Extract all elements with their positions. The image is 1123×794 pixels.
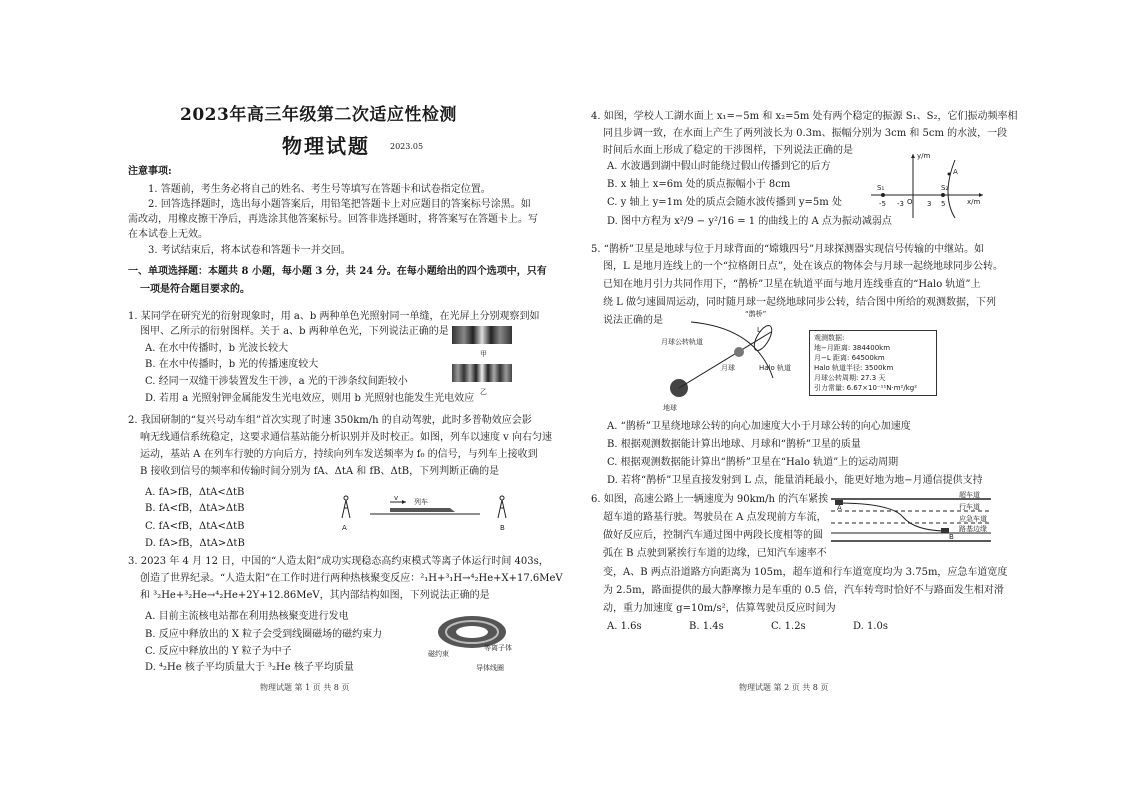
pattern-jia [452, 326, 512, 344]
arrow-head-icon [402, 500, 406, 504]
wave-figure [871, 150, 991, 220]
q4-option-b: B. x 轴上 x=6m 处的质点振幅小于 8cm [607, 179, 791, 190]
q2-stem: 运动，基站 A 在列车行驶的方向后方，持续向列车发送频率为 f₀ 的信号，与列车上接收到 [140, 449, 538, 460]
left-page [0, 0, 561, 794]
label-point-a: A [837, 504, 842, 512]
q3-option-a: A. 目前主流核电站都在利用热核聚变进行发电 [145, 611, 349, 622]
label-a: A [953, 168, 958, 176]
car-at-b-icon [941, 528, 949, 533]
q5-stem: 图，L 是地月连线上的一个“拉格朗日点”，处在该点的物体会与月球一起绕地球同步公转。 [603, 261, 1004, 272]
exam-date: 2023.05 [390, 142, 424, 151]
q2-stem: 2. 我国研制的“复兴号动车组”首次实现了时速 350km/h 的自动驾驶，此时多普勒效应会影 [128, 415, 532, 426]
tokamak-figure [428, 610, 522, 680]
x-arrow-icon [979, 193, 983, 197]
label-origin: O [907, 198, 913, 206]
q3-option-d: D. ⁴₂He 核子平均质量大于 ³₂He 核子平均质量 [145, 662, 354, 673]
q3-option-c: C. 反应中释放出的 Y 粒子为中子 [145, 646, 292, 657]
q4-option-d: D. 图中方程为 x²/9 − y²/16 = 1 的曲线上的 A 点为振动减弱点 [607, 216, 892, 227]
observation-data-box [809, 330, 937, 396]
label-jia: 甲 [480, 350, 487, 358]
point-a [948, 173, 951, 176]
q1-option-c: C. 经同一双缝干涉装置发生干涉，a 光的干涉条纹间距较小 [145, 376, 408, 387]
q4-stem: 4. 如图，学校人工湖水面上 x₁=−5m 和 x₂=5m 处有两个稳定的振源 S₁、S₂，它们振动频率相 [591, 111, 1018, 122]
halo-orbit [751, 323, 775, 353]
y-arrow-icon [911, 154, 915, 158]
label-magnetic: 磁约束 [428, 650, 449, 658]
label-train: 列车 [414, 498, 428, 506]
car-path [837, 503, 947, 531]
torus-hole [456, 626, 488, 638]
q1-stem: 图甲、乙所示的衍射图样。关于 a、b 两种单色光，下列说法正确的是 [140, 326, 449, 337]
q1-option-b: B. 在水中传播时，b 光的传播速度较大 [145, 359, 319, 370]
q2-stem: B 接收到信号的频率和传输时间分别为 fA、ΔtA 和 fB、ΔtB，下列判断正确的是 [140, 466, 500, 477]
label-moon: 月球 [721, 364, 735, 372]
tick-neg5: -5 [879, 200, 886, 208]
label-emergency-lane: 应急车道 [959, 515, 987, 523]
q2-option-a: A. fA>fB，ΔtA<ΔtB [145, 487, 245, 498]
label-point-b: B [949, 533, 954, 541]
q3-stem: 3. 2023 年 4 月 12 日，中国的“人造太阳”成功实现稳态高约束模式等离子体运行时间 403s， [128, 556, 549, 567]
data-line: 月−L 距离: 64500km [814, 354, 885, 362]
q6-stem: 动，重力加速度 g=10m/s²，估算驾驶员反应时间为 [603, 603, 836, 614]
section-heading-cont: 一项是符合题目要求的。 [140, 284, 250, 295]
q4-option-c: C. y 轴上 y=1m 处的质点会随水波传播到 y=5m 处 [607, 197, 842, 208]
q5-stem: 5. “鹊桥”卫星是地球与位于月球背面的“嫦娥四号”月球探测器实现信号传输的中继站。如 [591, 244, 985, 255]
label-s2: S₂ [941, 184, 949, 192]
q3-option-b: B. 反应中释放出的 X 粒子会受到线圈磁场的磁约束力 [145, 629, 383, 640]
q5-option-d: D. 若将“鹊桥”卫星直接发射到 L 点，能量消耗最小，能更好地为地−月通信提供支持 [607, 475, 983, 486]
label-l: L [757, 326, 761, 334]
data-line: Halo 轨道半径: 3500km [814, 364, 894, 372]
q6-option-a: A. 1.6s [607, 621, 642, 632]
q2-stem: 响无线通信系统稳定，这要求通信基站能分析识别并及时校正。如图，列车以速度 v 向右匀速 [140, 432, 553, 443]
diffraction-figure [452, 326, 532, 396]
q2-option-b: B. fA<fB，ΔtA>ΔtB [145, 503, 245, 514]
q6-stem: 超车道的路基行驶。驾驶员在 A 点发现前方车流， [603, 512, 827, 523]
label-driving-lane: 行车道 [959, 503, 980, 511]
notice-line: 在本试卷上无效。 [128, 229, 208, 240]
q3-stem: 和 ³₂He+³₂He→⁴₂He+2Y+12.86MeV，其内部结构如图，下列说法正确的是 [140, 590, 490, 601]
label-yi: 乙 [480, 388, 487, 396]
right-page [561, 0, 1123, 794]
label-overtake-lane: 超车道 [959, 491, 980, 499]
q6-stem: 做好反应后，控制汽车通过图中两段长度相等的圆 [603, 530, 823, 541]
label-b: B [500, 524, 505, 532]
q5-stem: 已知在地月引力共同作用下，“鹊桥”卫星在轨道平面与地月连线垂直的“Halo 轨道”上 [603, 279, 981, 290]
source-s2 [941, 193, 945, 197]
tower-b-icon [498, 500, 506, 518]
orbit-figure [661, 310, 801, 413]
q6-stem: 6. 如图，高速公路上一辆速度为 90km/h 的汽车紧挨 [591, 494, 829, 505]
label-s1: S₁ [877, 184, 885, 192]
q6-stem: 弧在 B 点驶到紧挨行车道的边缘，已知汽车速率不 [603, 548, 827, 559]
data-line: 观测数据: [814, 334, 845, 342]
notice-line: 需改动，用橡皮擦干净后，再选涂其他答案标号。回答非选择题时，将答案写在答题卡上。写 [128, 214, 538, 225]
q5-stem: 绕 L 做匀速圆周运动，同时随月球一起绕地球同步公转，结合图中所给的观测数据，下列 [603, 297, 996, 308]
data-line: 地−月距离: 384400km [814, 344, 891, 352]
road-figure [831, 491, 996, 545]
label-xm: x/m [967, 198, 981, 206]
train-icon [390, 508, 455, 512]
pattern-yi [452, 364, 512, 382]
notice-line: 3. 考试结束后，将本试卷和答题卡一并交回。 [148, 245, 351, 256]
q4-option-a: A. 水波遇到湖中假山时能绕过假山传播到它的后方 [607, 161, 831, 172]
tick-3: 3 [927, 200, 932, 208]
q3-stem: 创造了世界纪录。“人造太阳”在工作时进行两种热核聚变反应：²₁H+³₁H→⁴₂He+X+17.6MeV [140, 573, 563, 584]
antenna-b-icon [500, 496, 504, 500]
label-ym: y/m [917, 152, 931, 160]
label-earth: 地球 [663, 404, 677, 412]
label-v: v [394, 494, 399, 502]
source-s1 [881, 193, 885, 197]
q5-option-a: A. “鹊桥”卫星绕地球公转的向心加速度大小于月球公转的向心加速度 [607, 421, 911, 432]
page-footer: 物理试题 第 2 页 共 8 页 [739, 683, 829, 692]
label-a: A [342, 524, 347, 532]
moon-icon [734, 347, 744, 357]
data-line: 月球公转周期: 27.3 天 [814, 374, 886, 382]
antenna-a-icon [344, 496, 348, 500]
q1-stem: 1. 某同学在研究光的衍射现象时，用 a、b 两种单色光照射同一单缝，在光屏上分别观察到如 [128, 311, 540, 322]
q1-option-d: D. 若用 a 光照射钾金属能发生光电效应，则用 b 光照射也能发生光电效应 [145, 393, 475, 404]
label-plasma: 等离子体 [484, 644, 512, 652]
notice-line: 2. 回答选择题时，选出每小题答案后，用铅笔把答题卡上对应题目的答案标号涂黑。如 [148, 199, 531, 210]
page-footer: 物理试题 第 1 页 共 8 页 [260, 683, 350, 692]
label-halo: Halo 轨道 [759, 364, 792, 372]
label-curb: 路基边缘 [959, 525, 987, 533]
q6-option-c: C. 1.2s [771, 621, 806, 632]
train-figure [330, 490, 520, 535]
notice-heading: 注意事项: [128, 166, 172, 177]
q2-option-c: C. fA<fB，ΔtA<ΔtB [145, 521, 245, 532]
q4-stem: 同且步调一致，在水面上产生了两列波长为 0.3m、振幅分别为 3cm 和 5cm 的水波，一段 [603, 128, 1008, 139]
label-coil: 导体线圈 [476, 664, 504, 672]
label-queqiao: “鹊桥” [745, 310, 767, 318]
tower-a-icon [342, 500, 350, 518]
label-moon-orbit: 月球公转轨道 [661, 338, 703, 346]
tick-neg3: -3 [897, 200, 904, 208]
q6-stem: 变，A、B 两点沿道路方向距离为 105m，超车道和行车道宽度均为 3.75m，应急车道宽度 [603, 567, 1008, 578]
q5-option-b: B. 根据观测数据能计算出地球、月球和“鹊桥”卫星的质量 [607, 439, 861, 450]
exam-subject: 物理试题 [282, 134, 370, 158]
q2-option-d: D. fA>fB，ΔtA>ΔtB [145, 538, 245, 549]
data-line: 引力常量: 6.67×10⁻¹¹N·m²/kg² [814, 384, 917, 392]
exam-title: 2023年高三年级第二次适应性检测 [180, 105, 457, 125]
q5-stem: 说法正确的是 [603, 315, 663, 326]
tick-5: 5 [941, 200, 946, 208]
section-heading: 一、单项选择题：本题共 8 小题，每小题 3 分，共 24 分。在每小题给出的四个选项中，只有 [128, 266, 547, 277]
q6-option-b: B. 1.4s [689, 621, 724, 632]
q5-option-c: C. 根据观测数据能计算出“鹊桥”卫星在“Halo 轨道”上的运动周期 [607, 457, 899, 468]
q4-stem: 时间后水面上形成了稳定的干涉图样，下列说法正确的是 [603, 145, 853, 156]
q6-option-d: D. 1.0s [853, 621, 889, 632]
q1-option-a: A. 在水中传播时，b 光波长较大 [145, 343, 289, 354]
q6-stem: 为 2.5m，路面提供的最大静摩擦力是车重的 0.5 倍，汽车转弯时恰好不与路面发生相对滑 [603, 585, 1004, 596]
notice-line: 1. 答题前，考生务必将自己的姓名、考生号等填写在答题卡和试卷指定位置。 [148, 184, 491, 195]
